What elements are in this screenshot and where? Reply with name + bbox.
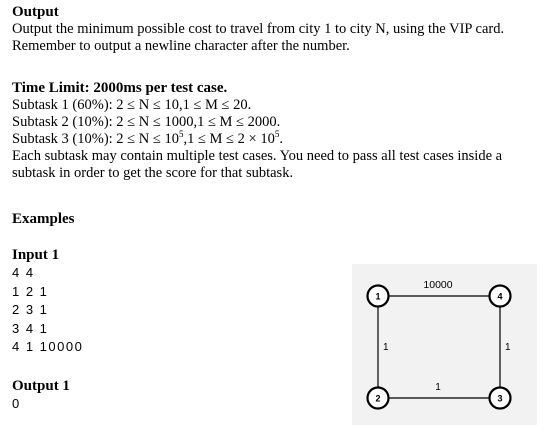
node-4 bbox=[490, 286, 511, 307]
node-1-label: 1 bbox=[375, 291, 381, 302]
limits-section bbox=[12, 80, 502, 182]
subtask-1: Subtask 1 (60%): 2 ≤ N ≤ 10,1 ≤ M ≤ 20. bbox=[12, 97, 252, 113]
examples-heading: Examples bbox=[12, 211, 75, 227]
input-1-lines bbox=[12, 264, 83, 357]
output-line: 0 bbox=[12, 396, 21, 411]
time-limit-heading: Time Limit: 2000ms per test case. bbox=[12, 80, 228, 96]
subtask-3-post: . bbox=[279, 131, 283, 147]
subtask-3 bbox=[12, 131, 502, 148]
node-2-label: 2 bbox=[375, 393, 381, 404]
subtask-note-2: subtask in order to get the score for that subtask. bbox=[12, 165, 294, 181]
input-1-heading: Input 1 bbox=[12, 247, 60, 263]
input-line: 4 4 bbox=[12, 265, 35, 280]
output-section bbox=[12, 4, 504, 55]
graph-svg bbox=[352, 264, 537, 425]
node-3 bbox=[490, 388, 511, 409]
examples-section bbox=[12, 211, 75, 228]
subtask-3-exp-1: 5 bbox=[178, 129, 184, 140]
output-1-section bbox=[12, 378, 70, 414]
subtask-3-pre: Subtask 3 (10%): 2 ≤ N ≤ 10 bbox=[12, 131, 179, 147]
output-1-heading: Output 1 bbox=[12, 378, 70, 394]
node-4-label: 4 bbox=[497, 291, 503, 302]
subtask-2: Subtask 2 (10%): 2 ≤ N ≤ 1000,1 ≤ M ≤ 2000. bbox=[12, 114, 281, 130]
subtask-3-exp-2: 5 bbox=[274, 129, 280, 140]
edge-weight-1-2: 1 bbox=[383, 342, 389, 353]
node-1 bbox=[368, 286, 389, 307]
edge-weight-1-4: 10000 bbox=[423, 279, 453, 291]
output-1-lines bbox=[12, 395, 70, 414]
output-line-1: Output the minimum possible cost to travel from city 1 to city N, using the VIP card. bbox=[12, 21, 505, 37]
node-3-label: 3 bbox=[497, 393, 503, 404]
edge-weight-3-4: 1 bbox=[505, 342, 511, 353]
subtask-note-1: Each subtask may contain multiple test cases. You need to pass all test cases inside a bbox=[12, 148, 503, 164]
input-line: 4 1 10000 bbox=[12, 339, 84, 354]
output-heading: Output bbox=[12, 4, 59, 20]
node-2 bbox=[368, 388, 389, 409]
input-line: 2 3 1 bbox=[12, 302, 49, 317]
example-graph bbox=[352, 264, 537, 425]
subtask-3-mid: ,1 ≤ M ≤ 2 × 10 bbox=[183, 131, 275, 147]
input-line: 3 4 1 bbox=[12, 320, 49, 336]
output-line-2: Remember to output a newline character after the number. bbox=[12, 38, 350, 54]
edge-weight-2-3: 1 bbox=[435, 382, 441, 393]
input-1-section bbox=[12, 247, 83, 357]
input-line: 1 2 1 bbox=[12, 283, 49, 299]
